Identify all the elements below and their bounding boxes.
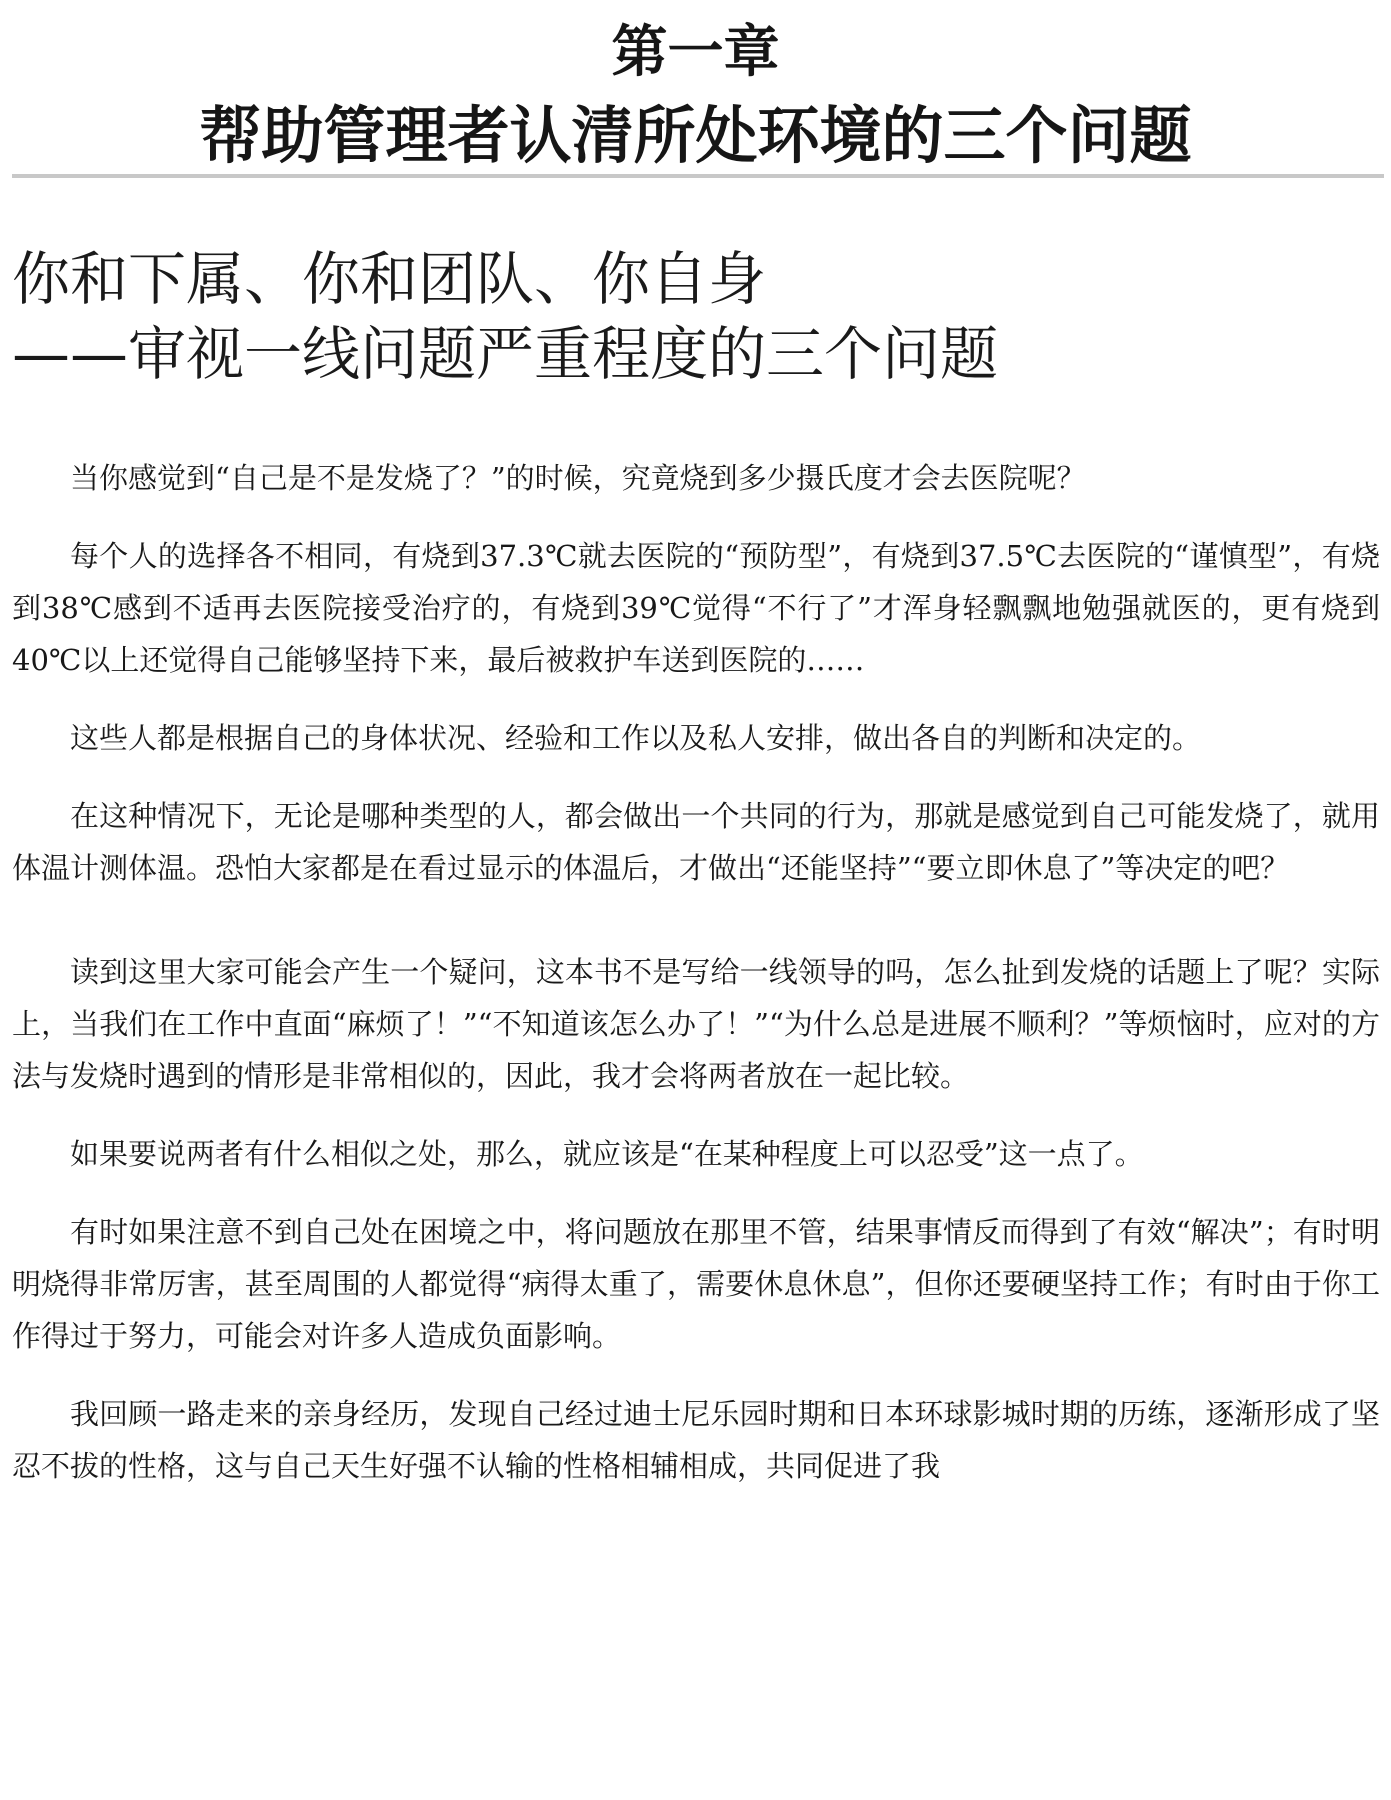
paragraph: 每个人的选择各不相同，有烧到37.3℃就去医院的“预防型”，有烧到37.5℃去医院的“谨慎型”，有烧到38℃感到不适再去医院接受治疗的，有烧到39℃觉得“不行了”才浑身轻飘飘地勉强就医的，更有烧到40℃以上还觉得自己能够坚持下来，最后被救护车送到医院的…… (12, 539, 1380, 677)
paragraph: 如果要说两者有什么相似之处，那么，就应该是“在某种程度上可以忍受”这一点了。 (70, 1137, 1144, 1171)
section-title-line1: 你和下属、你和团队、你自身 (12, 245, 767, 313)
paragraph: 在这种情况下，无论是哪种类型的人，都会做出一个共同的行为，那就是感觉到自己可能发烧了，就用体温计测体温。恐怕大家都是在看过显示的体温后，才做出“还能坚持”“要立即休息了”等决定的吧？ (12, 799, 1380, 885)
body-text (12, 452, 1380, 1518)
title-divider (12, 174, 1384, 178)
paragraph: 这些人都是根据自己的身体状况、经验和工作以及私人安排，做出各自的判断和决定的。 (70, 721, 1202, 755)
chapter-label: 第一章 (611, 20, 780, 85)
paragraph: 当你感觉到“自己是不是发烧了？”的时候，究竟烧到多少摄氏度才会去医院呢？ (70, 461, 1086, 495)
paragraph: 有时如果注意不到自己处在困境之中，将问题放在那里不管，结果事情反而得到了有效“解决”；有时明明烧得非常厉害，甚至周围的人都觉得“病得太重了，需要休息休息”，但你还要硬坚持工作；有时由于你工作得过于努力，可能会对许多人造成负面影响。 (12, 1215, 1380, 1353)
section-title-line2: ——审视一线问题严重程度的三个问题 (12, 320, 999, 388)
chapter-title: 帮助管理者认清所处环境的三个问题 (199, 99, 1192, 172)
paragraph: 读到这里大家可能会产生一个疑问，这本书不是写给一线领导的吗，怎么扯到发烧的话题上了呢？实际上，当我们在工作中直面“麻烦了！”“不知道该怎么办了！”“为什么总是进展不顺利？”等烦恼时，应对的方法与发烧时遇到的情形是非常相似的，因此，我才会将两者放在一起比较。 (12, 955, 1380, 1093)
paragraph: 我回顾一路走来的亲身经历，发现自己经过迪士尼乐园时期和日本环球影城时期的历练，逐渐形成了坚忍不拔的性格，这与自己天生好强不认输的性格相辅相成，共同促进了我 (12, 1397, 1380, 1483)
